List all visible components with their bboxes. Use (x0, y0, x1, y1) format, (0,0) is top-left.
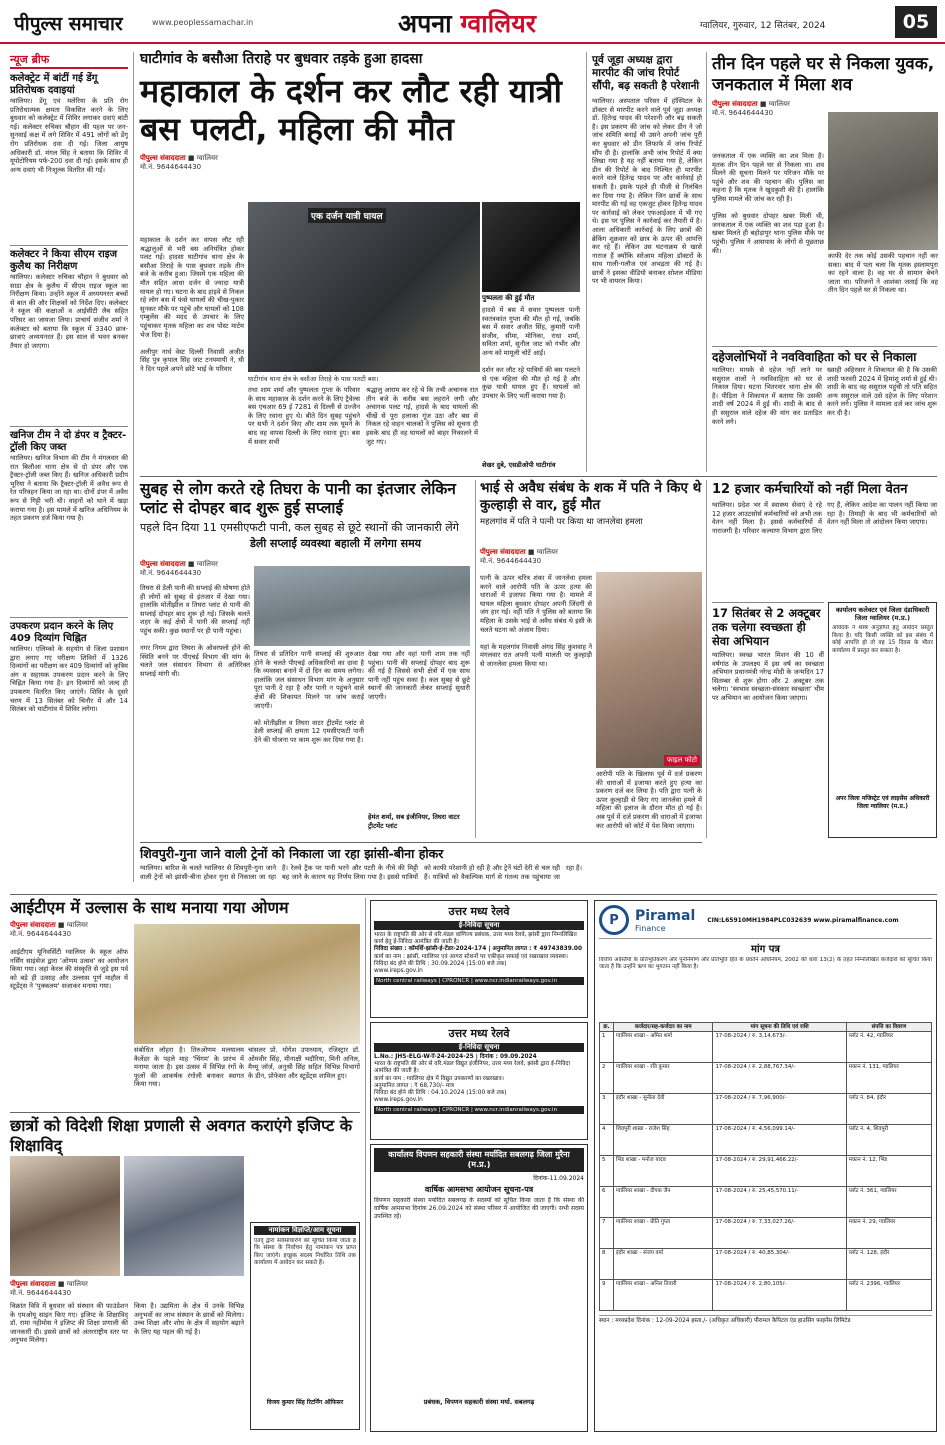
table-cell: प्लॉट नं. 84, इंदौर (846, 1094, 931, 1125)
column-divider (365, 898, 366, 1432)
murder-headline: भाई से अवैध संबंध के शक में पति ने किए थे कुल्हाड़ी से वार, हुई मौत (480, 480, 702, 513)
table-cell: 17-08-2024 / रु. 4,56,099.14/- (713, 1125, 846, 1156)
row-divider (10, 894, 937, 895)
table-cell: 17-08-2024 / रु. 25,45,570.11/- (713, 1187, 846, 1218)
missing-mobile: मो.नं. 9644644430 (712, 109, 774, 117)
railway1-closing: निविदा बंद होने की तिथि : 30.09.2024 (15:00 बजे तक) (374, 960, 507, 967)
railway2-body: भारत के राष्ट्रपति की ओर से वरि.मंडल विद्युत इंजीनियर, उत्तर मध्य रेलवे, झांसी द्वारा ई-निविदा आमंत्रित की जाती है। (374, 1061, 570, 1075)
table-cell: 17-08-2024 / रु. 40,85,304/- (713, 1249, 846, 1280)
table-row (600, 1063, 932, 1094)
railway-tender-ad-1 (370, 900, 588, 1018)
table-cell: 6 (600, 1187, 614, 1218)
collector-title: कार्यालय कलेक्टर एवं जिला दंडाधिकारी जिला ग्वालियर (म.प्र.) (835, 606, 930, 622)
trains-headline: शिवपुरी-गुना जाने वाली ट्रेनों को निकाला जा रहा झांसी-बीना होकर (140, 846, 444, 861)
table-cell: ग्वालियर शाखा - प्रीति गुप्ता (614, 1218, 713, 1249)
railway1-title: उत्तर मध्य रेलवे (448, 905, 510, 918)
brief-1-body: ग्वालियर। डेंगू एवं मलेरिया के प्रति रोग प्रतिरोधात्मक क्षमता विकसित करने के लिए बुधवार को कलेक्ट्रेट में शिविर लगाकर दवाएं बांटी गई। कलेक्टर रुचिका चौहान की पहल पर जन-सुनवाई कक्ष में लगे शिविर में 491 लोगों को डेंगू रोग प्रतिरोधक दवा दी गई। जिला आयुष अधिकारी डॉ. मंगल सिंह ने बताया कि शिविर में यूपोटोरियम पर्फ-200 दवा दी गई। इसके साथ ही अन्य दवाएं भी निःशुल्क वितरित की गईं। (10, 97, 128, 174)
piramal-col-header: मांग सूचना की तिथि एवं राशि (713, 1023, 846, 1032)
murder-byline: पीपुल्स संवाददाता ■ ग्वालियर मो.नं. 9644644430 (480, 548, 558, 565)
victim-photo (482, 202, 580, 292)
table-cell: मकान नं. 12, भिंड (846, 1156, 931, 1187)
table-cell: प्लॉट नं. 361, ग्वालियर (846, 1187, 931, 1218)
piramal-demand-notice-ad (594, 900, 937, 1432)
piramal-col-header: कर्जदार/सह-कर्जदार का नाम (614, 1023, 713, 1032)
table-cell: प्लॉट नं. 2396, ग्वालियर (846, 1280, 931, 1311)
body-found-photo (828, 112, 938, 250)
brief-4-body: ग्वालियर। एलिम्को के सहयोग से जिला प्रशासन द्वारा लगाए गए परीक्षण शिविरों में 1326 दिव्यांगों का परीक्षण कर 409 दिव्यांगों को कृत्रिम अंग व सहायक उपकरण प्रदान करने के लिए चिह्नित किया गया है। इन दिव्यांगों को जल्द ही उपकरण वितरित किए जाएंगे। शिविर के दूसरे चरण में 13 सितंबर को चिनौर में और 14 सितंबर को घाटीगांव में शिविर लगेगा। (10, 645, 128, 714)
egypt-headline: छात्रों को विदेशी शिक्षा प्रणाली से अवगत कराएंगे इजिप्ट के शिक्षाविद् (10, 1116, 353, 1155)
table-cell: 17-08-2024 / रु. 2,80,105/- (713, 1280, 846, 1311)
railway-tender-ad-2 (370, 1022, 588, 1140)
hospital-body: ग्वालियर। अस्पताल परिसर में हॉस्पिटल के डॉक्टर से मारपीट करने वाले पूर्व जूड़ा अध्यक्ष डॉ. हितेन्द्र यादव की परेशानी और बढ़ सकती है। इस प्रकरण की जांच को लेकर डीन ने जो जांच समिति बनाई थी उसने अपनी जांच पूरी कर बुधवार को डीन लिफाफे में जांच रिपोर्ट सौंप दी है। हालांकि अभी जांच रिपोर्ट में क्या लिखा गया है यह नहीं बताया गया है, लेकिन डीन की रिपोर्ट के बाद निश्चित ही मारपीट करने वाले हितेन्द्र यादव पर और कार्रवाई हो सकती है। इसके पहले ही पीजी से निलंबित कर दिया गया है। लेकिन जिन छात्रों के साथ मारपीट की गई वह एकजुट होकर हितेन्द्र यादव पर कार्रवाई को लेकर एफआईआर में भी गए थे। इस पर पुलिस ने कार्रवाई कर तैयारी में है। आला अधिकारी कार्रवाई के लिए छात्रों की ब्रेकिंग शुक्रवार को छात्र के ऊपर की आपत्ति कर रहे हैं। लेकिन उस घटनाक्रम से खासे नाराज हैं क्योंकि सरेआम महिला डॉक्टरों के साथ गाली-गलौज एवं अभद्रता की गई है। छात्रों ने इसका वीडियो बनाकर सोशल मीडिया पर भी वायरल किया। (592, 97, 702, 286)
table-cell: 7 (600, 1218, 614, 1249)
onam-story: आईटीएम में उल्लास के साथ मनाया गया ओणम पीपुल्स संवाददाता ■ ग्वालियर मो.नं. 9644644430 (10, 898, 360, 948)
table-cell: 9 (600, 1280, 614, 1311)
egypt-col-1: विक्रांत विवि में बुधवार को संस्थान की फाउंडेशन के एमओयू साइन किए गए। इजिप्ट के शिक्षाविद् डॉ. रामा नहीमोस ने इजिप्ट की शिक्षा प्रणाली की जानकारी दी। इससे छात्रों को अंतरराष्ट्रीय स्तर पर अनुभव मिलेगा। (10, 1302, 128, 1345)
brand-logo: पीपुल्स समाचार (14, 13, 123, 35)
collector-notice (828, 602, 937, 838)
table-cell: 17-08-2024 / रु. 3,14,673/- (713, 1032, 846, 1063)
table-cell: 17-08-2024 / रु. 7,33,027.26/- (713, 1218, 846, 1249)
onam-photo (134, 924, 360, 1044)
table-cell: 17-08-2024 / रु. 29,91,466.22/- (713, 1156, 846, 1187)
table-row (600, 1249, 932, 1280)
railway1-ref: निविदा संख्या : कॉमर्शि-झांसी-ई-टेंडर-2024-174 | अनुमानित लागत : ₹ 49743839.00 (374, 946, 582, 953)
table-cell: प्लॉट नं. 4, शिवपुरी (846, 1125, 931, 1156)
table-cell: 17-08-2024 / रु. 7,96,900/- (713, 1094, 846, 1125)
collector-body: आवेदक ने शस्त्र अनुज्ञप्ति हेतु आवेदन प्रस्तुत किया है। यदि किसी व्यक्ति को इस संबंध में कोई आपत्ति हो तो वह 15 दिवस के भीतर कार्यालय में प्रस्तुत कर सकता है। (832, 625, 933, 654)
swachhta-body: ग्वालियर। स्वच्छ भारत मिशन की 10 वीं वर्षगांठ के उपलक्ष्य में इस वर्ष का स्वच्छता अभियान प्रधानमंत्री नरेन्द्र मोदी के जन्मदिन 17 सितम्बर से शुरू होगा और 2 अक्टूबर तक चलेगा। 'स्वभाव स्वच्छता-संस्कार स्वच्छता' थीम पर अभियान का आयोजन किया जाएगा। (712, 651, 824, 702)
notice-title: नामांकन विज्ञप्ति/आम सूचना (254, 1226, 356, 1235)
piramal-intro: वित्तीय आस्तियों के प्रतिभूतिकरण और पुनर्निर्माण और प्रतिभूति हित के प्रवर्तन अधिनियम, 2002 की धारा 13(2) के तहत निम्नलिखित कर्जदारों को सूचित किया जाता है कि उन्होंने ऋण का भुगतान नहीं किया है। (599, 957, 932, 970)
railway2-work: कार्य का नाम : ग्वालियर क्षेत्र में विद्युत उपकरणों का रखरखाव। (374, 1075, 504, 1082)
notice-body: एतद् द्वारा सर्वसाधारण को सूचित किया जाता है कि संस्था के निर्वाचन हेतु नामांकन पत्र प्राप्त किए जाएंगे। इच्छुक सदस्य निर्धारित तिथि तक कार्यालय में आवेदन कर सकते हैं। (254, 1238, 356, 1267)
table-row (600, 1280, 932, 1311)
table-cell: 4 (600, 1125, 614, 1156)
water-quote-by: हेमंत शर्मा, सब इंजीनियर, तिघरा वाटर ट्रीटमेंट प्लांट (368, 813, 460, 830)
missing-headline: तीन दिन पहले घर से निकला युवक, जनकताल में मिला शव (712, 54, 935, 95)
table-cell: 5 (600, 1156, 614, 1187)
brief-4-title: उपकरण प्रदान करने के लिए 409 दिव्यांग चिह्नित (10, 621, 114, 644)
table-cell: मकान नं. 131, ग्वालियर (846, 1063, 931, 1094)
piramal-footer: स्थान : मध्यप्रदेश दिनांक : 12-09-2024 हस्ता./- (अधिकृत अधिकारी) पीरामल कैपिटल एंड हाउसिंग फाइनेंस लिमिटेड (599, 1315, 932, 1325)
dowry-headline: दहेजलोभियों ने नवविवाहिता को घर से निकाला (712, 350, 917, 364)
table-cell: इंदौर शाखा - संजय वर्मा (614, 1249, 713, 1280)
trains-story (140, 842, 702, 890)
railway1-work: कार्य का नाम : झांसी, ग्वालियर एवं आगरा स्टेशनों पर एकीकृत सफाई एवं रखरखाव व्यवस्था। (374, 953, 568, 960)
table-cell: 2 (600, 1063, 614, 1094)
society-subtitle: वार्षिक आमसभा आयोजन सूचना-पत्र (424, 1185, 534, 1194)
table-cell: भिंड शाखा - मनोज यादव (614, 1156, 713, 1187)
lead-col-4: हादसे में बस में सवार पुष्पलता पत्नी स्वतंत्रकांत गुप्ता की मौत हो गई, जबकि बस में सवार अजीत सिंह, कुमारी पत्नी संजीव, सीमा, मोनिका, राधा शर्मा, सविता शर्मा, सुनील जाट को गंभीर और अन्य को मामूली चोटें आईं। दर्शन कर लौट रहे यात्रियों की बस पलटने से एक महिला की मौत हो गई है और कुछ यात्री घायल हुए हैं। घायलों को उपचार के लिए भर्ती कराया गया है। (482, 306, 580, 400)
section-title: अपना ग्वालियर (398, 9, 536, 38)
column-divider (706, 480, 707, 838)
lead-mobile: मो.नं. 9644644430 (140, 162, 202, 171)
table-cell: मकान नं. 29, ग्वालियर (846, 1218, 931, 1249)
notice-sign: विजय कुमार सिंह रिटर्निंग ऑफिसर (266, 1399, 344, 1406)
column-divider (475, 480, 476, 838)
salary-story (712, 482, 937, 592)
page-number: 05 (895, 6, 937, 38)
piramal-logo-icon: P (599, 905, 629, 935)
brief-3-title: खनिज टीम ने दो डंपर व ट्रैक्टर-ट्रॉली किए जब्त (10, 430, 127, 453)
dowry-col-2: ख्वाही अहिरवार ने शिकायत की है कि उसकी शादी फरवरी 2024 में हिमांशु शर्मा से हुई थी। शादी के बाद वह ससुराल पहुंची तो पति सहित अन्य ससुराल वाले उसे दहेज के लिए परेशान करने लगे। पुलिस ने मामला दर्ज कर जांच शुरू कर दी है। (827, 366, 937, 417)
swachhta-story (712, 602, 824, 838)
piramal-cin: CIN:L65910MH1984PLC032639 www.piramalfinance.com (707, 916, 899, 924)
egypt-col-2: किया है। उद्यमिता के क्षेत्र में उनके विभिन्न अनुभवों का लाभ संस्थान के छात्रों को मिलेगा। उच्च शिक्षा और शोध के क्षेत्र में सहयोग बढ़ाने के लिए यह पहल की गई है। (134, 1302, 244, 1336)
brief-2-title: कलेक्टर ने किया सीएम राइज कुलैथ का निरीक्षण (10, 249, 118, 272)
nomination-notice-ad (250, 1222, 360, 1430)
table-cell: ग्वालियर शाखा - अनिल तिवारी (614, 1280, 713, 1311)
railway1-subtitle: ई-निविदा सूचना (374, 921, 584, 930)
piramal-col-header: संपत्ति का विवरण (846, 1023, 931, 1032)
tighra-dam-photo (254, 566, 470, 646)
brief-3-body: ग्वालियर। खनिज विभाग की टीम ने मंगलवार की रात बिलौआ थाना क्षेत्र से दो डंपर और एक ट्रैक्टर-ट्रॉली जब्त किए हैं। खनिज अधिकारी प्रदीप भूरिया ने बताया कि ट्रैक्टर-ट्रॉली में अवैध रूप से रेत परिवहन किया जा रहा था। दोनों डंपर में अवैध रूप से गिट्टी भरी थी। वाहनों को थाने में खड़ा कराया गया है। इस मामले में खनिज अधिनियम के तहत प्रकरण दर्ज किया गया है। (10, 454, 128, 523)
table-cell: शिवपुरी शाखा - राजेश सिंह (614, 1125, 713, 1156)
news-brief-column (10, 52, 128, 882)
table-row (600, 1125, 932, 1156)
railway1-site[interactable]: www.ireps.gov.in (374, 968, 423, 975)
railway2-ref: L.No.: JHS-ELG-W-T-24-2024-25 | दिनांक : 09.09.2024 (374, 1054, 537, 1060)
water-col-3: देखा गया और वहां पानी शाम तक नहीं पहुंचा। पानी की सप्लाई दोपहर बाद शुरू की गई है जिससे सभी क्षेत्रों में एक साथ पानी नहीं पहुंच सका है। कल सुबह से छूटे स्थानों की जानकारी लेकर सप्लाई सुधारी जाएगी। (368, 650, 470, 701)
society-body: विपणन सहकारी संस्था मर्यादित सबलगढ़ के सदस्यों को सूचित किया जाता है कि संस्था की वार्षिक आमसभा दिनांक 26.09.2024 को संस्था परिसर में आयोजित की जाएगी। सभी सदस्य उपस्थित रहें। (374, 1197, 584, 1220)
society-date: दिनांक-11.09.2024 (533, 1175, 584, 1182)
lead-byline: पीपुल्स संवाददाता ■ ग्वालियर (140, 153, 218, 162)
trains-body: ग्वालियर। बारिश के चलते ग्वालियर से शिवपुरी-गुना जाने वाली ट्रेनों को झांसी-बीना होकर गुना से निकाला जा रहा है। रेलवे ट्रैक पर पानी भरने और पटरी के नीचे की मिट्टी बह जाने के कारण यह निर्णय लिया गया है। इससे यात्रियों को काफी परेशानी हो रही है और ट्रेनें घंटों देरी से चल रही हैं। यात्रियों को वैकल्पिक मार्ग से गंतव्य तक पहुंचाया जा रहा है। (140, 864, 583, 881)
piramal-title: मांग पत्र (751, 944, 780, 955)
table-cell: ग्वालियर शाखा - दीपक जैन (614, 1187, 713, 1218)
swachhta-headline: 17 सितंबर से 2 अक्टूबर तक चलेगा स्वच्छता ही सेवा अभियान (712, 606, 821, 648)
brief-2-body: ग्वालियर। कलेक्टर रुचिका चौहान ने बुधवार को साडा क्षेत्र के कुलैथ में सीएम राइज स्कूल का निरीक्षण किया। उन्होंने स्कूल में अध्ययनरत बच्चों से बात की और शिक्षकों को निर्देश दिए। कलेक्टर ने स्कूल की कक्षाओं व आईसीटी लैब सहित परिसर का जायजा लिया। प्राचार्य संजीव शर्मा ने कलेक्टर को बताया कि स्कूल में 3340 छात्र-छात्राएं अध्ययनरत हैं। इस साल से भवन बनकर तैयार हो जाएगा। (10, 273, 128, 350)
railway1-footer: North central railways | CPRONCR | www.ncr.indianrailways.gov.in (374, 977, 584, 985)
table-cell: 8 (600, 1249, 614, 1280)
table-row (600, 1187, 932, 1218)
water-headline: सुबह से लोग करते रहे तिघरा के पानी का इंतजार लेकिन प्लांट से दोपहर बाद शुरू हुई सप्लाई (140, 480, 456, 517)
dateline: ग्वालियर, गुरुवार, 12 सितंबर, 2024 (700, 21, 826, 31)
railway2-footer: North central railways | CPRONCR | www.ncr.indianrailways.gov.in (374, 1106, 584, 1114)
piramal-header (599, 905, 932, 939)
lead-quote-by: शेखर दुबे, एसडीओपी घाटीगांव (482, 461, 556, 469)
file-photo-label: फाइल फोटो (664, 755, 700, 766)
water-subhead-2: डेली सप्लाई व्यवस्था बहाली में लगेगा समय (250, 537, 422, 550)
collector-sign: अपर जिला मजिस्ट्रेट एवं लाइसेंस अधिकारी जिला ग्वालियर (म.प्र.) (835, 795, 930, 810)
piramal-brand: Piramal Finance (635, 907, 696, 933)
column-divider (706, 52, 707, 472)
railway2-cost: अनुमानित लागत : ₹ 68,730/- मात्र (374, 1082, 454, 1089)
table-row (600, 1218, 932, 1249)
site-url[interactable]: www.peoplessamachar.in (152, 18, 254, 27)
onam-headline: आईटीएम में उल्लास के साथ मनाया गया ओणम (10, 898, 289, 917)
society-meeting-ad (370, 1144, 588, 1432)
murder-col-1: पत्नी के ऊपर चरित्र शंका में जानलेवा हमला करने वाले आरोपी पति के ऊपर हत्या की धाराओं में इजाफा किया गया है। मामले में घायल महिला बुधवार दोपहर अपनी जिंदगी से जंग हार गई। वहीं पति ने पुलिस को बताया कि महिला के उसके भाई से अवैध संबंध थे इसी के चलते घटना को अंजाम दिया। यहां के महलगांव निवासी अंगद सिंह कुशवाह ने मंगलवार रात अपनी पत्नी मालती पर कुल्हाड़ी से जानलेवा हमला किया था। (480, 574, 592, 668)
railway2-subtitle: ई-निविदा सूचना (374, 1043, 584, 1052)
railway1-body: भारत के राष्ट्रपति की ओर से वरि.मंडल वाणिज्य प्रबंधक, उत्तर मध्य रेलवे, झांसी द्वारा निम्नलिखित कार्य हेतु ई-निविदा आमंत्रित की जाती है। (374, 932, 577, 946)
row-divider (140, 476, 937, 477)
piramal-col-header: क्र. (600, 1023, 614, 1032)
egypt-academic-photo (10, 1156, 120, 1276)
brief-1-title: कलेक्ट्रेट में बांटीं गई डेंगू प्रतिरोधक दवाइयां (10, 73, 98, 96)
lead-col-3: श्रद्धालु आराम कर रहे थे कि तभी अचानक रात तीन बजे के करीब बस लहराने लगी और अचानक पलट गई, हादसे के बाद घायलों की चीखें से पूरा हलाका गूंज उठा और बस से निकल रहे वाहन चालकों ने पुलिस को सूचना दी इसके बाद ही वह घायलों को बाहर निकालने में जुट गए। (366, 386, 478, 446)
missing-byline: पीपुल्स संवाददाता ■ ग्वालियर (712, 100, 790, 108)
bus-accident-photo (248, 202, 480, 372)
murder-col-2: आरोपी पति के खिलाफ पूर्व में दर्ज प्रकरण की धाराओं में इजाफा करते हुए हत्या का प्रकरण दर्ज कर लिया है। पति द्वारा पत्नी के ऊपर कुल्हाड़ी से किए गए जानलेवा हमले में महिला की इलाज के दौरान मौत हो गई है। अब पूर्व में दर्ज प्रकरण की धाराओं में इजाफा कर आरोपी को कोर्ट में पेश किया जाएगा। (596, 770, 702, 830)
lead-kicker: घाटीगांव के बसौआ तिराहे पर बुधवार तड़के हुआ हादसा (140, 51, 423, 67)
table-cell: 17-08-2024 / रु. 2,88,767.34/- (713, 1063, 846, 1094)
table-row (600, 1094, 932, 1125)
table-cell: इंदौर शाखा - सुनीता देवी (614, 1094, 713, 1125)
lead-photo-caption: घाटीगांव थाना क्षेत्र के बसौआ तिराहे के पास पलटी बस। (248, 375, 379, 383)
water-subhead: पहले दिन दिया 11 एमसीएफटी पानी, कल सुबह से छूटे स्थानों की जानकारी लेंगे (140, 521, 459, 534)
table-cell: 1 (600, 1032, 614, 1063)
piramal-table-body (600, 1032, 932, 1311)
masthead (0, 0, 945, 44)
water-col-2: तिघरा से प्रतिदिन पानी सप्लाई की शुरुआत होने के चलते पीएचई अधिकारियों का दावा है कि व्यवस्था बनाने में दो दिन का समय लगेगा। हालांकि जल संसाधन विभाग मांग के अनुसार पूरा पानी दे रहा है और पानी न पहुंचने वाले क्षेत्रों की शिकायत मिलने पर जांच कराई जाएगी। को मोतीझील व तिघरा वाटर ट्रीटमेंट प्लांट से डेली सप्लाई की क्षमता 12 एमसीएफटी पानी देने की योजना पर काम शुरू कर दिया गया है। (254, 650, 364, 744)
onam-col-1: आईटीएम यूनिवर्सिटी ग्वालियर के स्कूल ऑफ नर्सिंग साइंसेज द्वारा 'ओणम उत्सव' का आयोजन किया गया। जहां केरल की संस्कृति से जुड़े इस पर्व को बड़े ही उत्साह और उल्लास पूर्ण माहौल में स्टूडेंट्स ने 'पुक्कलम' सजाकर मनाया गया। (10, 948, 128, 991)
hospital-headline: पूर्व जूड़ा अध्यक्ष द्वारा मारपीट की जांच रिपोर्ट सौंपी, बढ़ सकती है परेशानी (592, 54, 700, 92)
lead-headline: महाकाल के दर्शन कर लौट रही यात्री बस पलटी, महिला की मौत (140, 71, 562, 148)
faculty-photo (124, 1156, 244, 1276)
missing-col-1: जनकताल में एक व्यक्ति का शव मिला है। मृतक तीन दिन पहले घर से निकला था। शव मिलने की सूचना मिलने पर परिजन मौके पर पहुंचे और शव की पहचान की। पुलिस का कहना है कि मृतक ने खुदकुशी की है। हालांकि पुलिस मामले की जांच कर रही है। पुलिस को बुधवार दोपहर खबर मिली थी, जनकताल में एक व्यक्ति का शव पड़ा हुआ है। खबर मिलते ही बहोड़ापुर थाना पुलिस मौके पर पहुंची। पुलिस ने आसपास के लोगों से पूछताछ की। (712, 152, 824, 255)
lead-col-1: महाकाल के दर्शन कर वापस लौट रही श्रद्धालुओं से भरी बस अनियंत्रित होकर पलट गई। हादसा घाटीगांव थाना क्षेत्र के बसौआ तिराहे के पास बुधवार तड़के तीन बजे के करीब हुआ। जिसमें एक महिला की मौत सहित आधा दर्जन से ज्यादा यात्री घायल हो गए। घटना के बाद हाइवे से निकल रहे लोग बस में फंसे घायलों की चीख-पुकार सुनकर मौके पर पहुंचे और घायलों को 108 एम्बुलेंस की मदद से उपचार के लिए पहुंचाकर मृतक महिला का शव पोस्ट मार्टम भेज दिया है। अलीपुर नार्थ वेस्ट दिल्ली निवासी अजीत सिंह पुत्र कृपाल सिंह जाट टनयमायी ने, घी ने दिन पहले अपने छोटे भाई के परिवार (140, 236, 244, 373)
murder-photo (596, 572, 702, 768)
table-cell: प्लॉट नं. 42, ग्वालियर (846, 1032, 931, 1063)
hospital-story (592, 54, 702, 472)
society-sign: प्रबंधक, विपणन सहकारी संस्था मर्या. सबलगढ़ (423, 1398, 535, 1406)
photo-banner: एक दर्जन यात्री घायल (308, 208, 386, 223)
table-cell: ग्वालियर शाखा - अमित शर्मा (614, 1032, 713, 1063)
victim-caption: पुष्पलता की हुई मौत (482, 294, 535, 302)
salary-headline: 12 हजार कर्मचारियों को नहीं मिला वेतन (712, 482, 908, 497)
society-title: कार्यालय विपणन सहकारी संस्था मर्यादित सबलगढ़ जिला मुरैना (म.प्र.) (374, 1148, 584, 1172)
salary-body: ग्वालियर। प्रदेश भर में स्वास्थ्य सेवाएं दे रहे 12 हजार आउटसोर्स कर्मचारियों को अभी तक वेतन नहीं मिला है। इससे कर्मचारियों में नाराजगी है। परिवार कल्याण विभाग द्वारा लिए गए हैं, लेकिन आदेश का पालन नहीं किया जा रहा है। तिमाही के बाद भी कर्मचारियों को वेतन नहीं मिला तो आंदोलन किया जाएगा। (712, 501, 937, 535)
table-cell: प्लॉट नं. 128, इंदौर (846, 1249, 931, 1280)
piramal-table (599, 1022, 932, 1311)
table-cell: ग्वालियर शाखा - रवि कुमार (614, 1063, 713, 1094)
table-row (600, 1156, 932, 1187)
news-brief-label: न्यूज ब्रीफ (10, 52, 128, 69)
column-divider (133, 52, 134, 882)
missing-col-2: काफी देर तक कोई उसकी पहचान नहीं कर सका। बाद में पता चला कि मृतक इस्लामपुरा का रहने वाला है। वह घर से सामान बेचने जाता था। परिजनों ने आशंका जताई कि वह तीन दिन पहले घर से निकला था। (828, 252, 938, 295)
table-cell: 3 (600, 1094, 614, 1125)
railway2-closing: निविदा बंद होने की तिथि : 04.10.2024 (15:00 बजे तक) (374, 1090, 507, 1097)
column-divider (586, 52, 587, 472)
railway2-title: उत्तर मध्य रेलवे (448, 1027, 510, 1040)
onam-col-2: संबोधित लोहरा है। तिरुओणम मलयालम कैलेंडर के पहले माह 'चिंगम' के प्रारंभ में मनाया जाता है। इस उत्सव में विभिन्न रंगों के फूलों की आकर्षक रंगोली बनाकर स्वागत किया गया। (134, 1046, 244, 1089)
railway2-site[interactable]: www.ireps.gov.in (374, 1097, 423, 1104)
table-row (600, 1032, 932, 1063)
lead-col-2: तथा शाम शर्मा और पुष्पलता गुप्ता के परिवार के साथ महाकाल के दर्शन करने के लिए ट्रैवेल्स बस एचआर 69 ई 7281 से दिल्ली से उज्जैन के लिए रवाना हुए थे। बीते दिन सुबह पहुंचने पर सभी ने दर्शन किए और शाम तक घूमने के बाद वह वापस दिल्ली के लिए रवाना हुए। बस में सवार सभी (248, 386, 360, 446)
onam-col-3: चांसलर प्रो. योगेश उपाध्याय, रजिस्ट्रार डॉ. ओमवीर सिंह, मीनाक्षी भदौरिया, मिनी अनिल, मैथ्यू जॉर्ज, अनुश्री सिंह सहित विभिन्न विभागों के डीन, प्रोफेसर और स्टूडेंट्स शामिल हुए। (248, 1046, 360, 1080)
water-byline: पीपुल्स संवाददाता ■ ग्वालियर मो.नं. 9644644430 (140, 560, 218, 577)
water-col-1: तिघरा से डेली पानी की सप्लाई की घोषणा होते ही लोगों को सुबह से इंतजार में देखा गया। हालांकि मोतीझील व तिघरा प्लांट से पानी की सप्लाई दोपहर बाद शुरू हो गई। जिसके चलते शहर के कई क्षेत्रों में पानी की सप्लाई नहीं पहुंच सकी। कुछ स्थानों पर ही पानी पहुंचा। नगर निगम द्वारा तिघरा के ओवरफ्लो होने की स्थिति बनने पर पीएचई विभाग की मांग के चलते जल संसाधन विभाग से अतिरिक्त सप्लाई मांगी थी। (140, 584, 250, 678)
murder-subhead: महलगांव में पति ने पत्नी पर किया था जानलेवा हमला (480, 517, 643, 527)
dowry-col-1: ग्वालियर। मायके से दहेज नहीं लाने पर ससुराल वालों ने नवविवाहिता को घर से निकाल दिया। घटना भितरवार थाना क्षेत्र की है। पीड़िता ने शिकायत में बताया कि उसकी शादी वर्ष 2024 में हुई थी। शादी के बाद से ही ससुराल वाले दहेज की मांग कर प्रताड़ित करने लगे। (712, 366, 822, 426)
egypt-byline: पीपुल्स संवाददाता ■ ग्वालियर मो.नं. 9644644430 (10, 1280, 88, 1297)
